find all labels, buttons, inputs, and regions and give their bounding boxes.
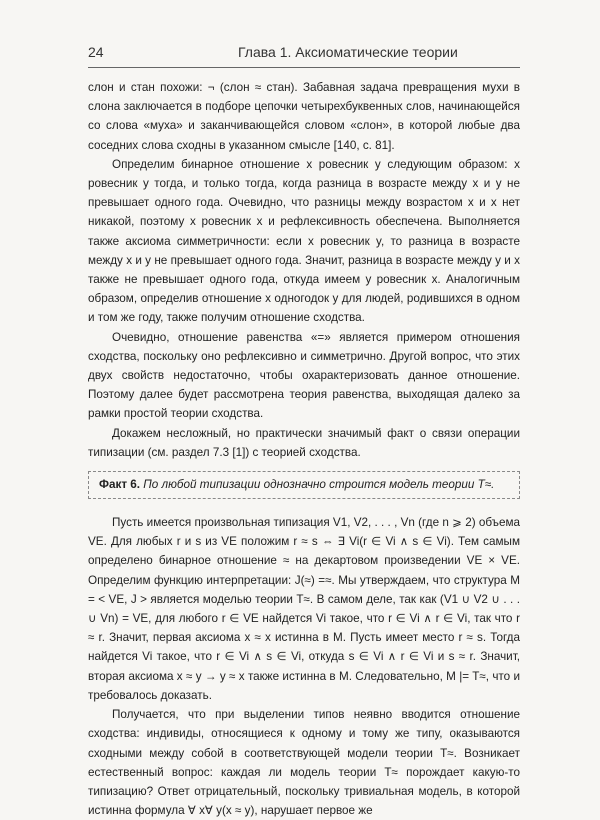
running-header (88, 44, 520, 64)
paragraph: слон и стан похожи: ¬ (слон ≈ стан). Забавная задача превращения мухи в слона заключается в подборе цепочки четырехбуквенных слов, начинающейся со слова «муха» и заканчивающейся словом «слон», в которой любые два соседних слова сходны в указанном смысле [140, с. 81]. (88, 81, 520, 152)
page-body (88, 78, 520, 820)
paragraph: Получается, что при выделении типов неявно вводится отношение сходства: индивиды, относящиеся к одному и тому же типу, оказываются сходными между собой в соответствующей модели теории T≈. Возникает естественный вопрос: каждая ли модель теории T≈ порождает какую-то типизацию? Ответ отрицательный, поскольку тривиальная модель, в которой истинна формула ∀ x∀ y(x ≈ y), нарушает первое же (88, 708, 520, 818)
chapter-title: Глава 1. Аксиоматические теории (238, 44, 458, 60)
fact-box (88, 471, 520, 499)
fact-label: Факт 6. (99, 478, 141, 492)
page-number: 24 (88, 44, 104, 60)
paragraph: Очевидно, отношение равенства «=» является примером отношения сходства, поскольку оно рефлексивно и симметрично. Другой вопрос, что этих двух свойств недостаточно, чтобы охарактеризовать данное отношение. Поэтому далее будет рассмотрена теория равенства, выходящая далеко за рамки простой теории сходства. (88, 330, 520, 421)
paragraph: Докажем несложный, но практически значимый факт о связи операции типизации (см. раздел 7.3 [1]) с теорией сходства. (88, 426, 520, 459)
paragraph: Пусть имеется произвольная типизация V1, V2, . . . , Vn (где n ⩾ 2) объема VE. Для любых r и s из VE положим r ≈ s ⇔ ∃ Vi(r ∈ Vi ∧ s ∈ Vi). Тем самым определено бинарное отношение ≈ на декартовом произведении VE × VE. Определим функцию интерпретации: J(≈) =≈. Мы утверждаем, что структура M = < VE, J > является моделью теории T≈. В самом деле, так как (V1 ∪ V2 ∪ . . . ∪ Vn) = VE, для любого r ∈ VE найдется Vi такое, что r ∈ Vi ∧ r ∈ Vi, так что r ≈ r. Значит, первая аксиома x ≈ x истинна в M. Пусть имеет место r ≈ s. Тогда найдется Vi такое, что r ∈ Vi ∧ s ∈ Vi, откуда s ∈ Vi ∧ r ∈ Vi и s ≈ r. Значит, вторая аксиома x ≈ y → y ≈ x также истинна в M. Следовательно, M |= T≈, что и требовалось доказать. (88, 516, 520, 702)
header-rule (88, 67, 520, 68)
fact-text: По любой типизации однозначно строится модель теории T≈. (143, 478, 495, 492)
paragraph: Определим бинарное отношение x ровесник y следующим образом: x ровесник y тогда, и только тогда, когда разница в возрасте между x и y не превышает одного года. Очевидно, что разницы между возрастом x и x нет никакой, поэтому x ровесник x и рефлексивность обеспечена. Выполняется также аксиома симметричности: если x ровесник y, то разница в возрасте между x и y не превышает одного года. Значит, разница в возрасте между y и x также не превышает одного года, откуда имеем y ровесник x. Аналогичным образом, определив отношение x одногодок y для людей, родившихся в одном и том же году, также получим отношение сходства. (88, 157, 520, 325)
